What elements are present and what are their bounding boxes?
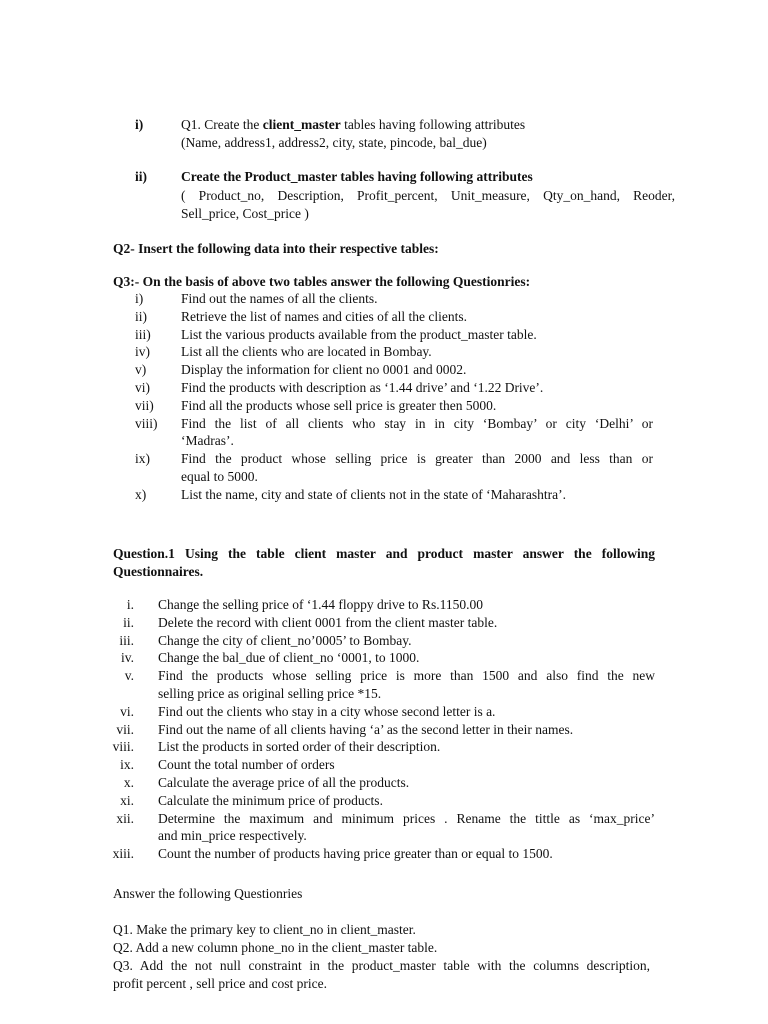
q3-item-number: vi) — [135, 380, 150, 395]
question1-item-number: ii. — [123, 614, 134, 630]
q3-item-text: List the various products available from the product_master table. — [181, 326, 537, 342]
question1-heading-line1: Question.1 Using the table client master and product master answer the following — [113, 546, 655, 561]
question1-item-number: viii. — [112, 739, 134, 755]
question1-item-text: Change the city of client_no’0005’ to Bombay. — [158, 632, 412, 648]
item-i-bold: client_master — [262, 117, 341, 132]
item-ii-line3: Sell_price, Cost_price ) — [181, 206, 309, 221]
q3-item-number: v) — [135, 362, 147, 378]
question1-item-text: List the products in sorted order of their description. — [158, 739, 441, 755]
answer-line-3: Q3. Add the not null constraint in the product_master table with the columns description, — [113, 958, 650, 973]
question1-item-number: xi. — [120, 792, 134, 808]
question1-item-text: Delete the record with client 0001 from the client master table. — [158, 614, 498, 630]
question1-item-text: and min_price respectively. — [158, 828, 307, 844]
q3-item-text: Retrieve the list of names and cities of all the clients. — [181, 308, 468, 324]
q3-item-number: ii) — [135, 308, 147, 324]
question1-item-number: xiii. — [112, 846, 134, 862]
item-i-number: i) — [135, 117, 144, 132]
q3-item-text: Find out the names of all the clients. — [181, 291, 378, 306]
question1-item-text: Determine the maximum and minimum prices . Rename the tittle as ‘max_price’ — [158, 810, 655, 826]
question1-item-text: Count the total number of orders — [158, 757, 335, 773]
question1-item-text: Find out the clients who stay in a city whose second letter is a. — [158, 703, 496, 719]
answer-line-1: Q1. Make the primary key to client_no in client_master. — [113, 922, 416, 937]
q3-item-number: i) — [135, 291, 144, 306]
question1-item-text: Count the number of products having price greater than or equal to 1500. — [158, 846, 553, 862]
q3-item-text: Display the information for client no 0001 and 0002. — [181, 362, 467, 378]
question1-heading-line2: Questionnaires. — [113, 564, 204, 579]
question1-item-text: Find out the name of all clients having ‘a’ as the second letter in their names. — [158, 721, 574, 737]
q3-item-text: Find the list of all clients who stay in in city ‘Bombay’ or city ‘Delhi’ or — [181, 415, 653, 431]
question1-item-number: vi. — [120, 703, 134, 719]
item-ii-title: Create the Product_master tables having following attributes — [181, 169, 533, 184]
question1-item-text: Find the products whose selling price is more than 1500 and also find the new — [158, 668, 655, 684]
answer-line-4: profit percent , sell price and cost price. — [113, 976, 328, 991]
answer-heading: Answer the following Questionries — [113, 886, 303, 901]
q3-item-number: x) — [135, 486, 147, 502]
question1-item-text: Calculate the average price of all the products. — [158, 775, 410, 790]
question1-item-number: v. — [124, 668, 134, 684]
question1-item-number: iv. — [121, 650, 134, 666]
q3-item-text: List the name, city and state of clients not in the state of ‘Maharashtra’. — [181, 486, 567, 502]
q3-item-text: Find the product whose selling price is greater than 2000 and less than or — [181, 451, 653, 467]
q3-item-number: iv) — [135, 344, 150, 360]
question1-item-number: xii. — [116, 810, 134, 826]
question1-item-number: iii. — [119, 632, 134, 648]
question1-item-number: x. — [123, 775, 134, 790]
q3-item-text: List all the clients who are located in Bombay. — [181, 344, 432, 360]
item-ii-line2: ( Product_no, Description, Profit_percent, Unit_measure, Qty_on_hand, Reoder, — [181, 188, 675, 203]
q3-heading: Q3:- On the basis of above two tables answer the following Questionries: — [113, 274, 531, 289]
question1-item-number: ix. — [120, 757, 134, 773]
question1-item-text: selling price as original selling price *15. — [158, 686, 382, 701]
question1-item-text: Change the selling price of ‘1.44 floppy drive to Rs.1150.00 — [158, 597, 483, 612]
q3-item-text: ‘Madras’. — [181, 433, 234, 449]
q3-item-text: equal to 5000. — [181, 469, 258, 484]
q3-item-text: Find all the products whose sell price is greater then 5000. — [181, 397, 497, 413]
q2-heading: Q2- Insert the following data into their respective tables: — [113, 241, 439, 256]
item-i-line2: (Name, address1, address2, city, state, pincode, bal_due) — [181, 135, 487, 150]
q3-item-number: iii) — [135, 326, 151, 342]
q3-item-number: viii) — [135, 415, 158, 431]
q3-item-text: Find the products with description as ‘1.44 drive’ and ‘1.22 Drive’. — [181, 380, 544, 395]
answer-line-2: Q2. Add a new column phone_no in the client_master table. — [113, 940, 438, 955]
question1-item-number: i. — [126, 597, 134, 612]
question1-item-text: Change the bal_due of client_no ‘0001, to 1000. — [158, 650, 420, 666]
item-i-pre: Q1. Create the — [181, 117, 263, 132]
q3-item-number: vii) — [135, 397, 154, 413]
question1-item-number: vii. — [116, 721, 134, 737]
q3-item-number: ix) — [135, 451, 150, 467]
question1-item-text: Calculate the minimum price of products. — [158, 792, 383, 808]
item-i-line1 — [181, 116, 525, 134]
item-i-post: tables having following attributes — [340, 117, 526, 132]
item-ii-number: ii) — [135, 169, 147, 184]
